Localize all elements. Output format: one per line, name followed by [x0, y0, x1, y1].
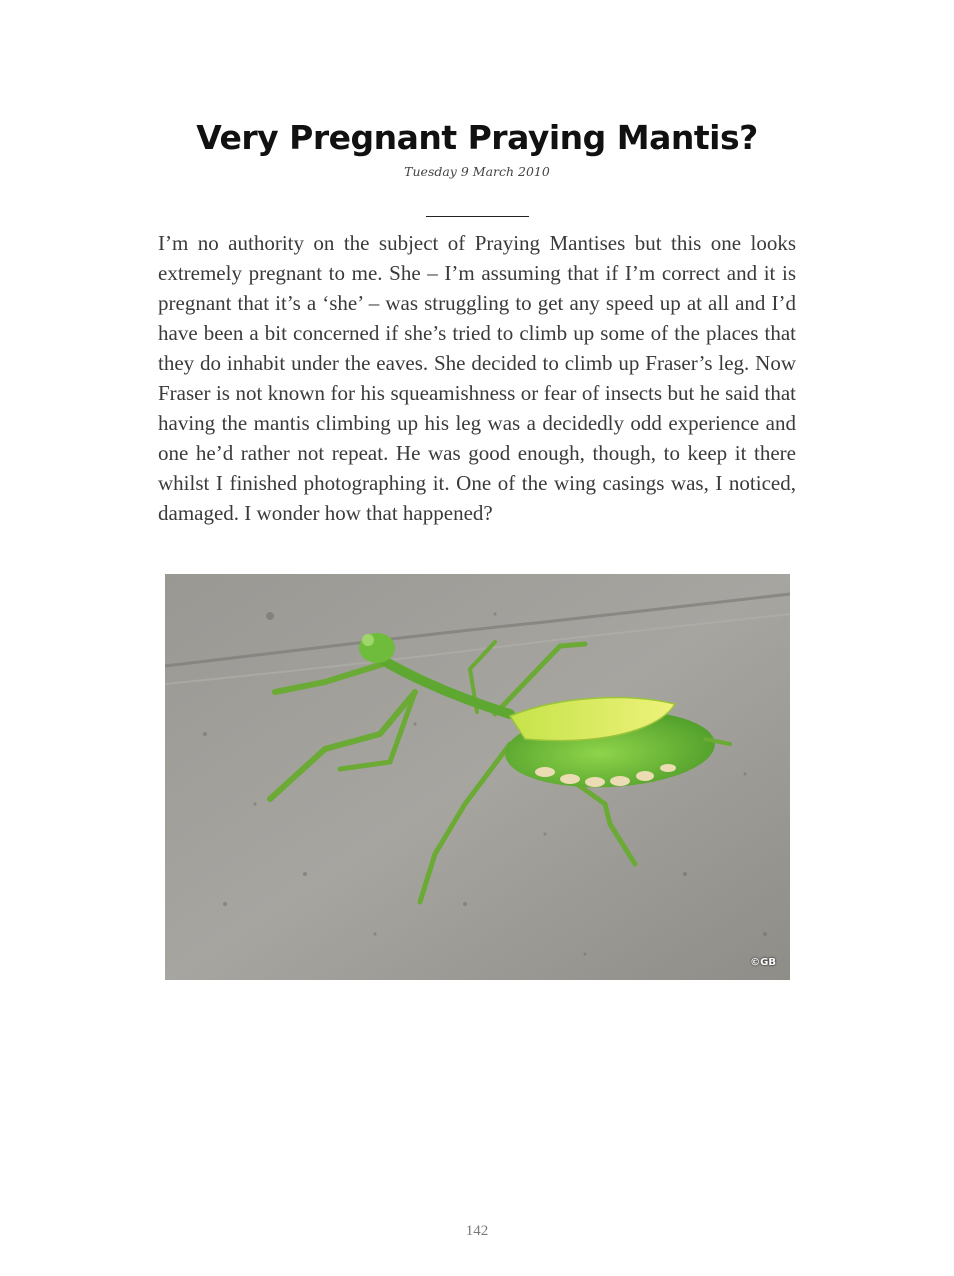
- post-body: I’m no authority on the subject of Praying Mantises but this one looks extremely pregnant to me. She – I’m assuming that if I’m correct and it is pregnant that it’s a ‘she’ – was struggling to get any speed up at all and I’d have been a bit concerned if she’s tried to climb up some of the places that they do inhabit under the eaves. She decided to climb up Fraser’s leg. Now Fraser is not known for his squeamishness or fear of insects but he said that having the mantis climbing up his leg was a decidedly odd experience and one he’d rather not repeat. He was good enough, though, to keep it there whilst I finished photographing it. One of the wing casings was, I noticed, damaged. I wonder how that happened?: [158, 231, 796, 525]
- mantis-photo: [165, 574, 790, 980]
- page-number: 142: [465, 1223, 489, 1239]
- post-date: Tuesday 9 March 2010: [404, 164, 550, 179]
- title-separator: [426, 216, 529, 217]
- mantis-illustration: [165, 574, 790, 980]
- photo-copyright: ©GB: [750, 957, 776, 968]
- pavement-background: [165, 574, 790, 980]
- page-title: Very Pregnant Praying Mantis?: [196, 118, 758, 157]
- mantis-eye: [362, 634, 374, 646]
